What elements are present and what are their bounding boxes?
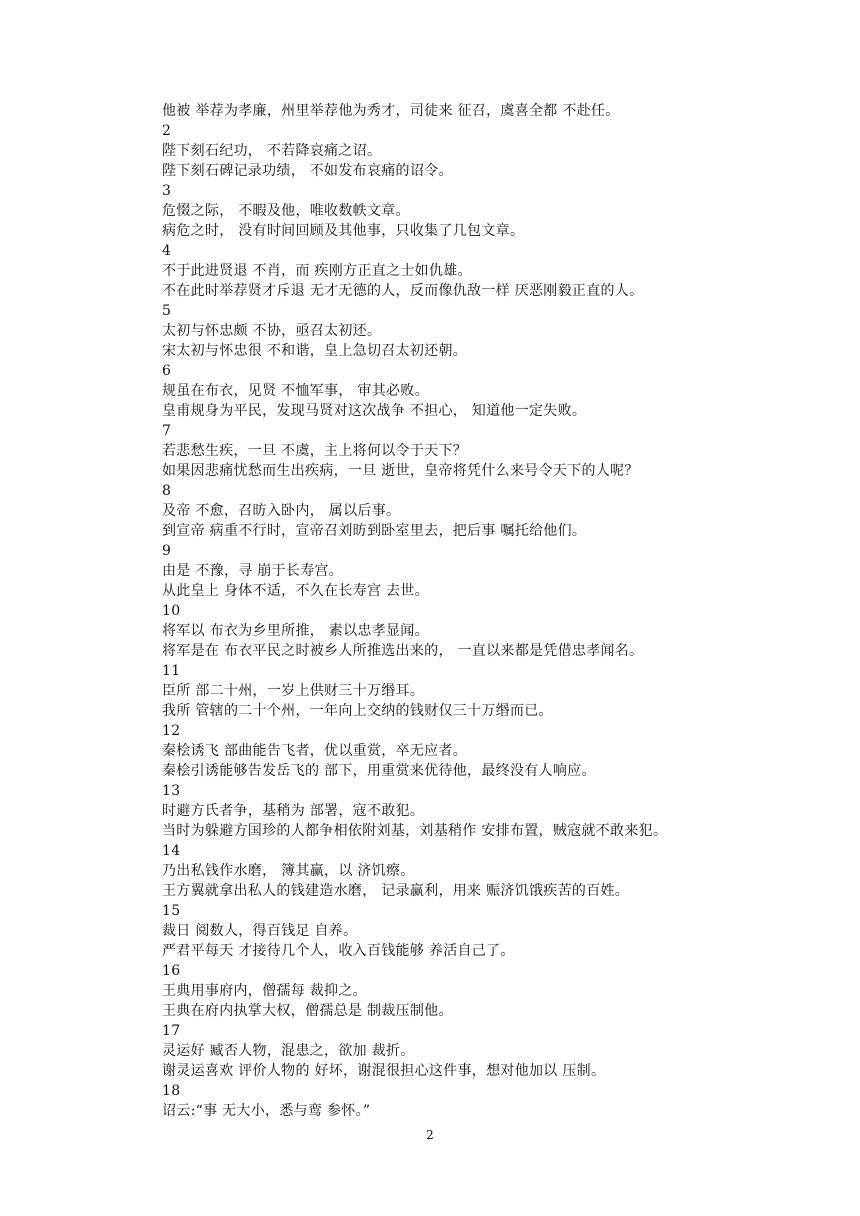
text-line: 秦桧引诱能够告发岳飞的 部下，用重赏来优待他，最终没有人响应。 [162,763,596,779]
text-line: 不于此进贤退 不肖，而 疾刚方正直之士如仇雄。 [162,263,472,279]
text-line: 时避方氏者争，基稍为 部署，寇不敢犯。 [162,803,425,819]
item-number: 18 [162,1083,181,1099]
text-line: 乃出私钱作水磨， 簿其赢，以 济饥瘵。 [162,863,415,879]
item-number: 14 [162,843,181,859]
text-line: 太初与怀忠颇 不协，亟召太初还。 [162,323,382,339]
text-line: 将军是在 布衣平民之时被乡人所推选出来的， 一直以来都是凭借忠孝闻名。 [162,643,644,659]
page-number: 2 [426,1128,434,1142]
item-number: 11 [162,663,181,679]
text-line: 王方翼就拿出私人的钱建造水磨， 记录赢利，用来 赈济饥饿疾苦的百姓。 [162,883,630,899]
document-body [162,101,822,1121]
item-number: 4 [162,243,172,259]
text-line: 我所 管辖的二十个州，一年向上交纳的钱财仅三十万缗而已。 [162,703,553,719]
item-number: 8 [162,483,172,499]
item-number: 7 [162,423,172,439]
text-line: 规虽在布衣，见贤 不恤军事， 审其必败。 [162,383,429,399]
item-number: 10 [162,603,181,619]
text-line: 他被 举荐为孝廉，州里举荐他为秀才，司徒来 征召，虞喜全都 不赴任。 [162,103,620,119]
text-line: 及帝 不愈，召昉入卧内， 属以后事。 [162,503,401,519]
item-number: 2 [162,123,172,139]
text-line: 从此皇上 身体不适，不久在长寿宫 去世。 [162,583,429,599]
item-number: 15 [162,903,181,919]
item-number: 16 [162,963,181,979]
text-line: 将军以 布衣为乡里所推， 素以忠孝显闻。 [162,623,429,639]
item-number: 12 [162,723,181,739]
text-line: 当时为躲避方国珍的人都争相依附刘基，刘基稍作 安排布置，贼寇就不敢来犯。 [162,823,668,839]
text-line: 臣所 部二十州，一岁上供财三十万缗耳。 [162,683,425,699]
text-line: 谢灵运喜欢 评价人物的 好坏，谢混很担心这件事，想对他加以 压制。 [162,1063,606,1079]
text-line: 陛下刻石纪功， 不若降哀痛之诏。 [162,143,382,159]
item-number: 17 [162,1023,181,1039]
text-line: 若悲愁生疾，一旦 不虞，主上将何以令于天下？ [162,443,468,459]
text-line: 由是 不豫，寻 崩于长寿宫。 [162,563,344,579]
text-line: 严君平每天 才接待几个人，收入百钱能够 养活自己了。 [162,943,515,959]
text-line: 到宣帝 病重不行时，宣帝召刘昉到卧室里去，把后事 嘱托给他们。 [162,523,587,539]
text-line: 王典用事府内，僧孺每 裁抑之。 [162,983,367,999]
text-line: 陛下刻石碑记录功绩， 不如发布哀痛的诏令。 [162,163,453,179]
text-line: 皇甫规身为平民，发现马贤对这次战争 不担心， 知道他一定失败。 [162,403,587,419]
item-number: 9 [162,543,172,559]
item-number: 5 [162,303,172,319]
text-line: 裁日 阅数人，得百钱足 自养。 [162,923,358,939]
text-line: 病危之时， 没有时间回顾及其他事，只收集了几包文章。 [162,223,525,239]
text-line: 宋太初与怀忠很 不和谐，皇上急切召太初还朝。 [162,343,468,359]
text-line: 王典在府内执掌大权，僧孺总是 制裁压制他。 [162,1003,453,1019]
text-line: 秦桧诱飞 部曲能告飞者，优以重赏，卒无应者。 [162,743,468,759]
text-line: 诏云:“事 无大小，悉与鸾 参怀。” [162,1103,371,1119]
item-number: 3 [162,183,172,199]
text-line: 危惙之际， 不暇及他，唯收数帙文章。 [162,203,410,219]
text-line: 如果因悲痛忧愁而生出疾病，一旦 逝世，皇帝将凭什么来号令天下的人呢？ [162,463,639,479]
item-number: 13 [162,783,181,799]
text-line: 不在此时举荐贤才斥退 无才无德的人，反而像仇敌一样 厌恶刚毅正直的人。 [162,283,644,299]
text-line: 灵运好 臧否人物，混患之，欲加 裁折。 [162,1043,415,1059]
item-number: 6 [162,363,172,379]
